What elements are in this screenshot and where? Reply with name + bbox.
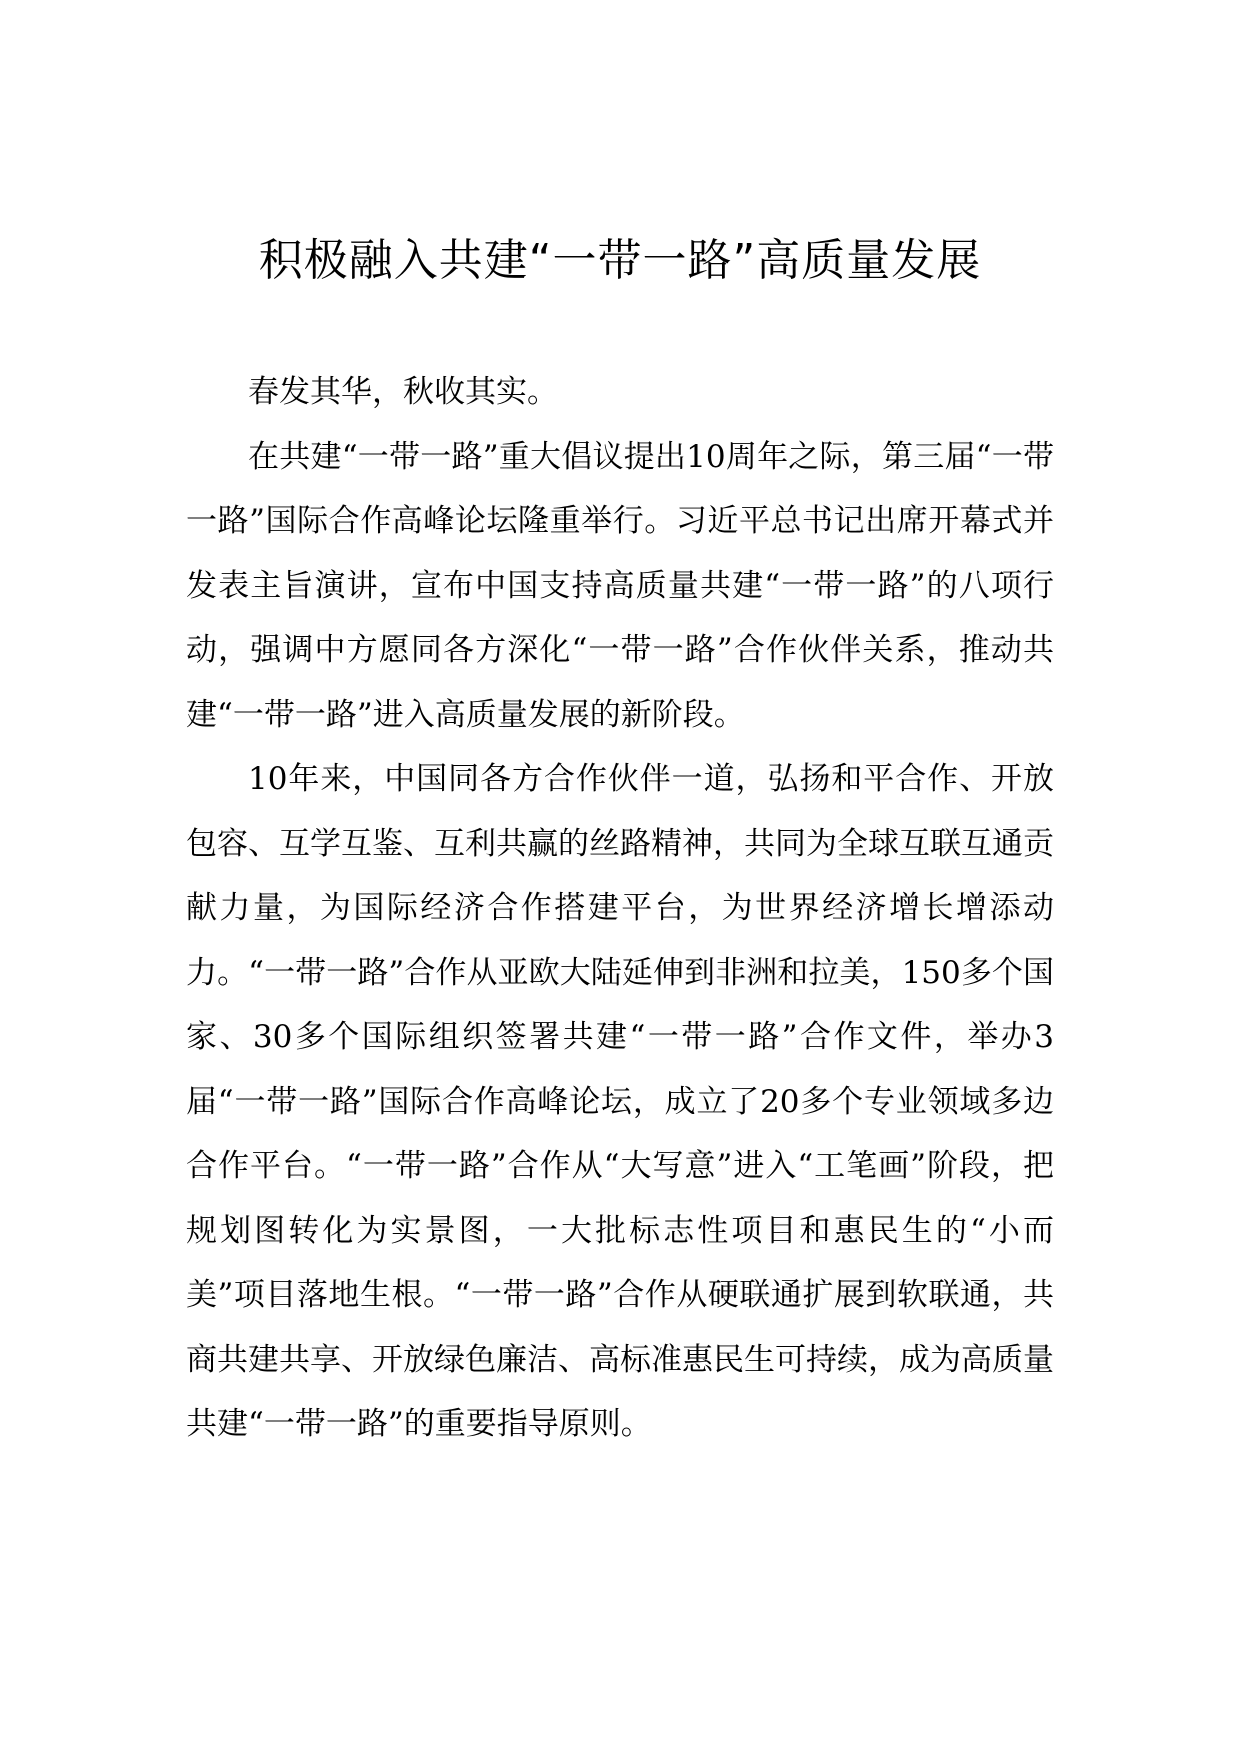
paragraph-2: 在共建“一带一路”重大倡议提出10周年之际，第三届“一带一路”国际合作高峰论坛隆重举行。习近平总书记出席开幕式并发表主旨演讲，宣布中国支持高质量共建“一带一路”的八项行动，强调中方愿同各方深化“一带一路”合作伙伴关系，推动共建“一带一路”进入高质量发展的新阶段。 bbox=[186, 438, 1054, 733]
document-title: 积极融入共建“一带一路”高质量发展 bbox=[258, 235, 982, 286]
document-body bbox=[186, 360, 1054, 1457]
paragraph-3: 10年来，中国同各方合作伙伴一道，弘扬和平合作、开放包容、互学互鉴、互利共赢的丝路精神，共同为全球互联互通贡献力量，为国际经济合作搭建平台，为世界经济增长增添动力。“一带一路”合作从亚欧大陆延伸到非洲和拉美，150多个国家、30多个国际组织签署共建“一带一路”合作文件，举办3届“一带一路”国际合作高峰论坛，成立了20多个专业领域多边合作平台。“一带一路”合作从“大写意”进入“工笔画”阶段，把规划图转化为实景图，一大批标志性项目和惠民生的“小而美”项目落地生根。“一带一路”合作从硬联通扩展到软联通，共商共建共享、开放绿色廉洁、高标准惠民生可持续，成为高质量共建“一带一路”的重要指导原则。 bbox=[186, 761, 1054, 1442]
paragraph-1: 春发其华，秋收其实。 bbox=[248, 374, 558, 410]
